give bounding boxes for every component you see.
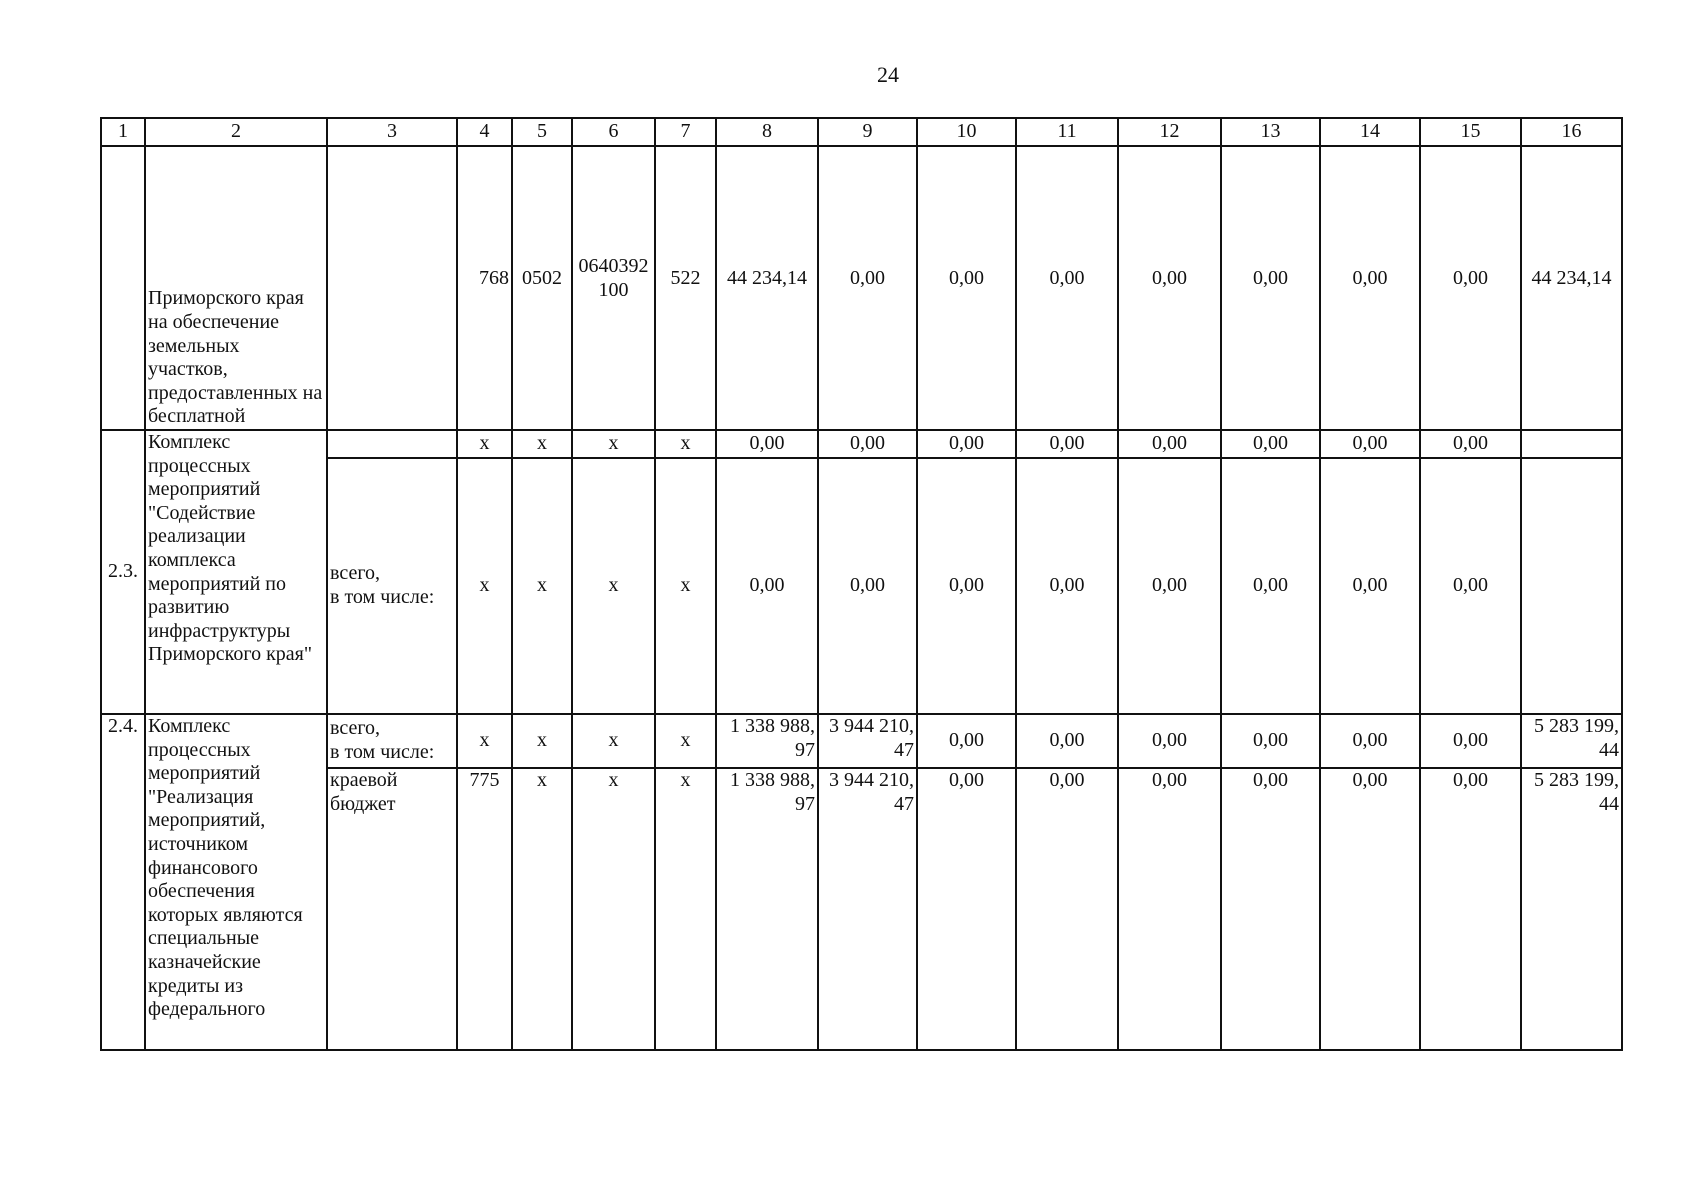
cell-c9: 0,00 — [818, 458, 917, 714]
cell-c14: 0,00 — [1320, 146, 1420, 430]
col-header-1: 1 — [101, 118, 145, 146]
col-header-14: 14 — [1320, 118, 1420, 146]
cell-c15: 0,00 — [1420, 714, 1521, 768]
source-line: в том числе: — [330, 586, 435, 608]
cell-c12: 0,00 — [1118, 146, 1221, 430]
cell-c15: 0,00 — [1420, 146, 1521, 430]
col-header-8: 8 — [716, 118, 818, 146]
funding-source: краевой бюджет — [327, 768, 457, 1050]
cell-c5: 0502 — [512, 146, 572, 430]
col-header-12: 12 — [1118, 118, 1221, 146]
source-line: всего, — [330, 562, 381, 585]
cell-c12: 0,00 — [1118, 458, 1221, 714]
cell-c10: 0,00 — [917, 430, 1016, 458]
col-header-7: 7 — [655, 118, 716, 146]
cell-c9: 0,00 — [818, 430, 917, 458]
cell-c14: 0,00 — [1320, 458, 1420, 714]
cell-c12: 0,00 — [1118, 768, 1221, 1050]
cell-c13: 0,00 — [1221, 714, 1320, 768]
cell-c12: 0,00 — [1118, 430, 1221, 458]
cell-c6: x — [572, 768, 655, 1050]
cell-c5: x — [512, 430, 572, 458]
col-header-2: 2 — [145, 118, 327, 146]
cell-c9: 0,00 — [818, 146, 917, 430]
cell-c13: 0,00 — [1221, 146, 1320, 430]
cell-c4: 768 — [457, 146, 512, 430]
funding-source — [327, 430, 457, 458]
cell-c13: 0,00 — [1221, 458, 1320, 714]
cell-c5: x — [512, 714, 572, 768]
table-row — [101, 768, 1622, 1050]
activity-name: Приморского края на обеспечение земельных участков, предоставленных на бесплатной — [145, 146, 327, 430]
col-header-15: 15 — [1420, 118, 1521, 146]
cell-c8: 44 234,14 — [716, 146, 818, 430]
col-header-11: 11 — [1016, 118, 1118, 146]
cell-c12: 0,00 — [1118, 714, 1221, 768]
cell-c16: 5 283 199, 44 — [1521, 714, 1622, 768]
col-header-13: 13 — [1221, 118, 1320, 146]
cell-c11: 0,00 — [1016, 430, 1118, 458]
col-header-9: 9 — [818, 118, 917, 146]
cell-c6: x — [572, 714, 655, 768]
col-header-10: 10 — [917, 118, 1016, 146]
cell-c10: 0,00 — [917, 768, 1016, 1050]
funding-source — [327, 146, 457, 430]
col-header-16: 16 — [1521, 118, 1622, 146]
col-header-4: 4 — [457, 118, 512, 146]
cell-c9: 3 944 210, 47 — [818, 714, 917, 768]
source-line: в том числе: — [330, 741, 435, 763]
cell-c6: x — [572, 430, 655, 458]
cell-c7: x — [655, 768, 716, 1050]
table-row — [101, 146, 1622, 430]
cell-c14: 0,00 — [1320, 714, 1420, 768]
cell-c11: 0,00 — [1016, 714, 1118, 768]
cell-c5: x — [512, 768, 572, 1050]
cell-c4: x — [457, 714, 512, 768]
table-row — [101, 458, 1622, 714]
budget-table — [100, 117, 1623, 1051]
funding-source — [327, 458, 457, 714]
row-number — [101, 146, 145, 430]
cell-c10: 0,00 — [917, 146, 1016, 430]
cell-c11: 0,00 — [1016, 768, 1118, 1050]
col-header-5: 5 — [512, 118, 572, 146]
cell-c7: x — [655, 430, 716, 458]
cell-c6: 0640392 100 — [572, 146, 655, 430]
cell-c16: 44 234,14 — [1521, 146, 1622, 430]
source-line: всего, — [330, 717, 381, 740]
cell-c15: 0,00 — [1420, 458, 1521, 714]
cell-c15: 0,00 — [1420, 768, 1521, 1050]
table-row — [101, 430, 1622, 458]
cell-c14: 0,00 — [1320, 430, 1420, 458]
cell-c8: 0,00 — [716, 458, 818, 714]
row-number: 2.4. — [101, 714, 145, 1050]
cell-c7: x — [655, 458, 716, 714]
cell-c10: 0,00 — [917, 458, 1016, 714]
cell-c16 — [1521, 458, 1622, 714]
cell-c8: 1 338 988, 97 — [716, 714, 818, 768]
cell-c8: 0,00 — [716, 430, 818, 458]
cell-c5: x — [512, 458, 572, 714]
cell-c13: 0,00 — [1221, 430, 1320, 458]
activity-name: Комплекс процессных мероприятий "Реализация мероприятий, источником финансового обеспечения которых являются специальные казначейские кредиты из федерального — [145, 714, 327, 1050]
activity-name: Комплекс процессных мероприятий "Содействие реализации комплекса мероприятий по развитию инфраструктуры Приморского края" — [145, 430, 327, 714]
cell-c9: 3 944 210, 47 — [818, 768, 917, 1050]
col-header-6: 6 — [572, 118, 655, 146]
cell-c16: 5 283 199, 44 — [1521, 768, 1622, 1050]
cell-c7: 522 — [655, 146, 716, 430]
cell-c8: 1 338 988, 97 — [716, 768, 818, 1050]
cell-c6: x — [572, 458, 655, 714]
cell-c7: x — [655, 714, 716, 768]
table-row — [101, 714, 1622, 768]
cell-c4: 775 — [457, 768, 512, 1050]
page-number: 24 — [877, 62, 899, 87]
cell-c4: x — [457, 430, 512, 458]
col-header-3: 3 — [327, 118, 457, 146]
cell-c10: 0,00 — [917, 714, 1016, 768]
cell-c15: 0,00 — [1420, 430, 1521, 458]
cell-c13: 0,00 — [1221, 768, 1320, 1050]
cell-c11: 0,00 — [1016, 146, 1118, 430]
cell-c14: 0,00 — [1320, 768, 1420, 1050]
funding-source — [327, 714, 457, 768]
cell-c16 — [1521, 430, 1622, 458]
header-row — [101, 118, 1622, 146]
cell-c11: 0,00 — [1016, 458, 1118, 714]
row-number: 2.3. — [101, 430, 145, 714]
cell-c4: x — [457, 458, 512, 714]
